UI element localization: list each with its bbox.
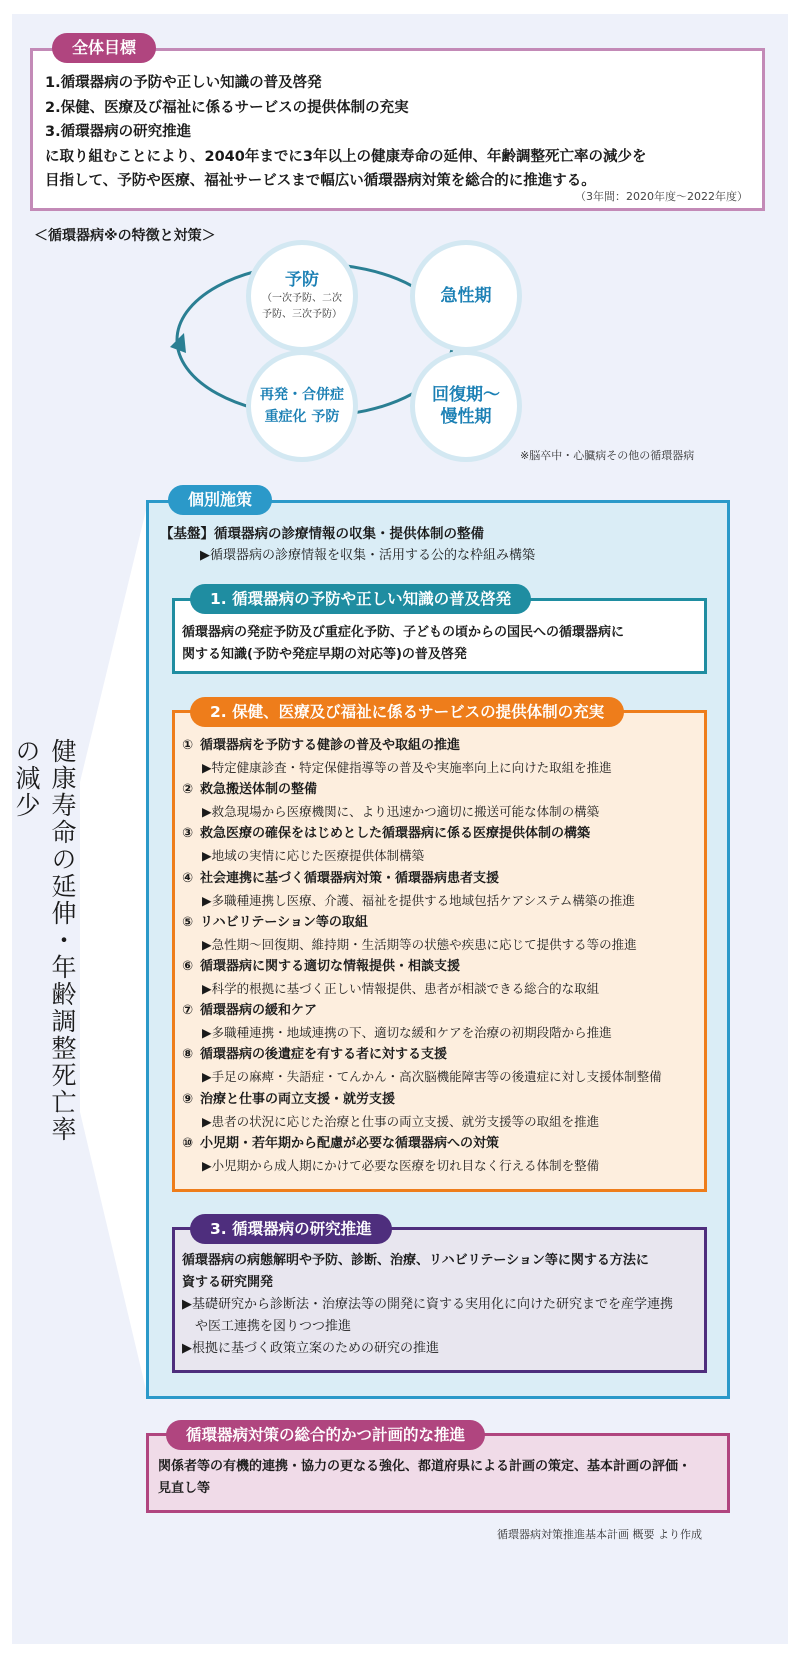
section-1-line-1: 循環器病の発症予防及び重症化予防、子どもの頃からの国民への循環器病に	[182, 625, 625, 640]
item-number: ⑤	[182, 914, 194, 930]
item-title: 救急医療の確保をはじめとした循環器病に係る医療提供体制の構築	[200, 826, 591, 842]
section-2-item	[182, 956, 702, 1000]
section-3-line-2: 資する研究開発	[182, 1275, 274, 1290]
recovery-label-2: 慢性期	[440, 407, 492, 427]
base-subtitle: ▶循環器病の診療情報を収集・活用する公的な枠組み構築	[200, 548, 535, 563]
item-number: ③	[182, 826, 194, 842]
overall-goal-box	[30, 48, 765, 211]
individual-measures-tag: 個別施策	[168, 485, 272, 515]
item-detail: ▶手足の麻痺・失語症・てんかん・高次脳機能障害等の後遺症に対し支援体制整備	[202, 1069, 662, 1085]
prevention-sub-2: 予防、三次予防）	[262, 309, 342, 320]
overall-goal-tag: 全体目標	[52, 33, 156, 63]
section-2-tag: 2. 保健、医療及び福祉に係るサービスの提供体制の充実	[190, 697, 624, 727]
section-2-item	[182, 1133, 702, 1177]
item-number: ④	[182, 870, 194, 886]
goal-line-4: に取り組むことにより、2040年までに3年以上の健康寿命の延伸、年齢調整死亡率の減少を	[45, 148, 647, 165]
section-2-item	[182, 823, 702, 867]
base-title: 【基盤】循環器病の診療情報の収集・提供体制の整備	[160, 526, 484, 542]
relapse-circle	[246, 350, 358, 462]
section-2-item	[182, 912, 702, 956]
section-3-text	[182, 1250, 702, 1360]
section-2-item	[182, 1089, 702, 1133]
promotion-text	[158, 1456, 723, 1500]
section-3-line-1: 循環器病の病態解明や予防、診断、治療、リハビリテーション等に関する方法に	[182, 1253, 649, 1268]
item-title: 治療と仕事の両立支援・就労支援	[200, 1091, 396, 1107]
section-2-item	[182, 735, 702, 779]
item-number: ②	[182, 782, 194, 798]
item-detail: ▶救急現場から医療機関に、より迅速かつ適切に搬送可能な体制の構築	[202, 804, 600, 820]
item-number: ⑩	[182, 1135, 194, 1151]
item-number: ⑧	[182, 1047, 194, 1063]
section-3-bullet-1b: や医工連携を図りつつ推進	[182, 1319, 352, 1334]
item-detail: ▶患者の状況に応じた治療と仕事の両立支援、就労支援等の取組を推進	[202, 1113, 600, 1129]
item-detail: ▶小児期から成人期にかけて必要な医療を切れ目なく行える体制を整備	[202, 1157, 600, 1173]
item-title: 救急搬送体制の整備	[200, 782, 318, 798]
goal-line-5: 目指して、予防や医療、福祉サービスまで幅広い循環器病対策を総合的に推進する。	[45, 173, 596, 189]
goal-lines	[45, 71, 755, 194]
item-detail: ▶地域の実情に応じた医療提供体制構築	[202, 848, 425, 864]
promotion-line-2: 見直し等	[158, 1481, 211, 1496]
cycle-heading: ＜循環器病※の特徴と対策＞	[34, 228, 216, 244]
item-title: 循環器病の緩和ケア	[200, 1003, 318, 1019]
goal-line-1: 1.循環器病の予防や正しい知識の普及啓発	[45, 75, 322, 91]
item-title: 社会連携に基づく循環器病対策・循環器病患者支援	[200, 870, 500, 886]
acute-label: 急性期	[440, 286, 492, 306]
section-2-item	[182, 1000, 702, 1044]
section-3-bullet-2: ▶根拠に基づく政策立案のための研究の推進	[182, 1341, 439, 1356]
prevention-circle	[246, 240, 358, 352]
relapse-label-2: 重症化 予防	[264, 409, 340, 425]
section-3-tag: 3. 循環器病の研究推進	[190, 1214, 392, 1244]
recovery-circle	[410, 350, 522, 462]
connector-shape	[80, 502, 148, 1398]
section-2-item	[182, 868, 702, 912]
item-number: ①	[182, 738, 194, 753]
item-detail: ▶急性期～回復期、維持期・生活期等の状態や疾患に応じて提供する等の推進	[202, 936, 637, 952]
item-title: 循環器病の後遺症を有する者に対する支援	[200, 1047, 448, 1063]
promotion-tag: 循環器病対策の総合的かつ計画的な推進	[166, 1420, 485, 1450]
item-title: リハビリテーション等の取組	[200, 914, 368, 930]
goal-period-note: （3年間：2020年度～2022年度）	[575, 190, 748, 203]
item-detail: ▶科学的根拠に基づく正しい情報提供、患者が相談できる総合的な取組	[202, 980, 600, 996]
section-1-tag: 1. 循環器病の予防や正しい知識の普及啓発	[190, 584, 531, 614]
item-detail: ▶特定健康診査・特定保健指導等の普及や実施率向上に向けた取組を推進	[202, 760, 612, 775]
item-title: 循環器病を予防する健診の普及や取組の推進	[200, 738, 461, 753]
promotion-line-1: 関係者等の有機的連携・協力の更なる強化、都道府県による計画の策定、基本計画の評価・	[158, 1459, 692, 1474]
section-2-list	[182, 735, 702, 1177]
item-number: ⑨	[182, 1091, 194, 1107]
item-title: 循環器病に関する適切な情報提供・相談支援	[200, 958, 461, 974]
item-number: ⑥	[182, 958, 194, 974]
recovery-label-1: 回復期～	[432, 385, 500, 405]
section-1-line-2: 関する知識(予防や発症早期の対応等)の普及啓発	[182, 647, 467, 662]
cycle-footnote: ※脳卒中・心臓病その他の循環器病	[520, 449, 695, 462]
connector-wedge	[80, 492, 152, 1402]
section-2-item	[182, 779, 702, 823]
vertical-goal-text: 健康寿命の延伸・年齢調整死亡率の減少	[12, 738, 77, 1143]
goal-line-3: 3.循環器病の研究推進	[45, 124, 192, 140]
section-2-item	[182, 1044, 702, 1088]
relapse-label-1: 再発・合併症	[260, 387, 344, 403]
item-detail: ▶多職種連携し医療、介護、福祉を提供する地域包括ケアシステム構築の推進	[202, 892, 635, 908]
prevention-sub-1: （一次予防、二次	[262, 293, 342, 304]
source-credit: 循環器病対策推進基本計画 概要 より作成	[497, 1528, 702, 1541]
item-number: ⑦	[182, 1003, 194, 1019]
item-title: 小児期・若年期から配慮が必要な循環器病への対策	[200, 1135, 500, 1151]
acute-circle	[410, 240, 522, 352]
section-1-text	[182, 622, 702, 666]
section-3-bullet-1a: ▶基礎研究から診断法・治療法等の開発に資する実用化に向けた研究までを産学連携	[182, 1297, 673, 1312]
goal-line-2: 2.保健、医療及び福祉に係るサービスの提供体制の充実	[45, 99, 409, 116]
prevention-title: 予防	[285, 270, 319, 290]
item-detail: ▶多職種連携・地域連携の下、適切な緩和ケアを治療の初期段階から推進	[202, 1025, 612, 1041]
